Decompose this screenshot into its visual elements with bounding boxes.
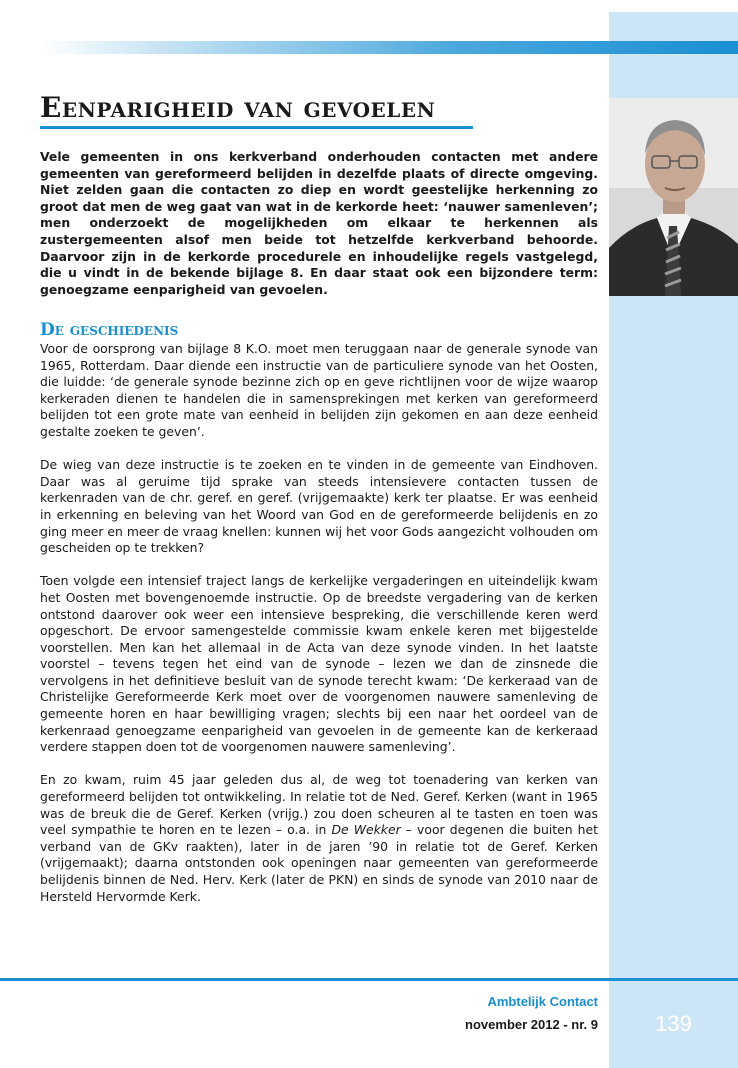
issue-info: november 2012 - nr. 9 xyxy=(465,1017,598,1032)
paragraph-1: Voor de oorsprong van bijlage 8 K.O. moet men teruggaan naar de generale synode van 1965, Rotterdam. Daar diende een instructie van de particuliere synode van het Oosten, die luidde: ‘de generale synode bezinne zich op en geve richtlijnen voor de wijze waarop kerkeraden dienen te handelen die in samensprekingen met kerken van gereformeerd belijden tot een grote mate van eenheid in belijden zijn gekomen en aan deze eenheid gestalte zoeken te geven’. xyxy=(40,341,598,439)
title-underline xyxy=(40,126,473,129)
article-body xyxy=(40,341,598,922)
article-lead: Vele gemeenten in ons kerkverband onderhouden contacten met andere gemeenten van gereformeerd belijden in dezelfde plaats of directe omgeving. Niet zelden gaan die contacten zo diep en wordt geestelijke herkenning zo groot dat men de weg gaat van wat in de kerkorde heet: ‘nauwer samenleven’; men onderzoekt de mogelijkheden om elkaar te herkennen als zustergemeenten alsof men beide tot hetzelfde kerkverband behoorde. Daarvoor zijn in de kerkorde procedurele en inhoudelijke regels vastgelegd, die u vindt in de bekende bijlage 8. En daar staat ook een bijzondere term: genoegzame eenparigheid van gevoelen. xyxy=(40,149,598,297)
author-portrait xyxy=(609,98,738,296)
footer-rule xyxy=(0,978,738,981)
header-gradient-band xyxy=(40,41,738,54)
section-heading: De geschiedenis xyxy=(40,320,179,340)
paragraph-2: De wieg van deze instructie is te zoeken en te vinden in de gemeente van Eindhoven. Daar was al geruime tijd sprake van steeds intensievere contacten tussen de kerkenraden van de chr. geref. en geref. (vrijgemaakte) kerk ter plaatse. Er was eenheid in erkenning en beleving van het Woord van God en de gereformeerde belijdenis en zo ging meer en meer de vraag knellen: kunnen wij het voor Gods aangezicht volhouden om gescheiden op te trekken? xyxy=(40,457,598,556)
article-title: Eenparigheid van gevoelen xyxy=(40,91,436,124)
publication-name: De Wekker xyxy=(331,822,401,838)
magazine-name: Ambtelijk Contact xyxy=(487,994,598,1009)
page-number: 139 xyxy=(655,1011,692,1036)
paragraph-4-part-2: – voor degenen die buiten het verband van de GKv raakten), later in de jaren ’90 in relatie tot de Geref. Kerken (vrijgemaakt); daarna ontstonden ook openingen naar gemeenten van gereformeerde belijdenis binnen de Ned. Herv. Kerk (later de PKN) en sinds de synode van 2010 naar de Hersteld Hervormde Kerk. xyxy=(40,822,599,904)
paragraph-3: Toen volgde een intensief traject langs de kerkelijke vergaderingen en uiteindelijk kwam het Oosten met bovengenoemde instructie. Op de breedste vergadering van de kerken ontstond daarover ook weer een intensieve bespreking, die verschillende keren werd opgeschort. De ervoor samengestelde commissie kwam enkele keren met bijgestelde voorstellen. Men kan het allemaal in de Acta van deze synode vinden. In het laatste voorstel – tevens tegen het eind van de synode – lezen we dan de zinsnede die vervolgens in het definitieve besluit van de synode terecht kwam: ‘De kerkeraad van de Christelijke Gereformeerde Kerk moet over de voorgenomen nauwere samenleving de gemeente horen en haar bewilliging vragen; slechts bij een naar het oordeel van de kerkenraad genoegzame eenparigheid van gevoelen in de gemeente kan de kerkeraad verdere stappen doen tot de voorgenomen nauwere samenleving’. xyxy=(40,573,598,755)
paragraph-4-part-1: En zo kwam, ruim 45 jaar geleden dus al, de weg tot toenadering van kerken van gereformeerd belijden tot ontwikkeling. In relatie tot de Ned. Geref. Kerken (want in 1965 was de breuk die de Geref. Kerken (vrijg.) zou doen scheuren al te tasten en toen was veel sympathie te horen en te lezen – o.a. in xyxy=(40,772,598,838)
paragraph-4 xyxy=(40,772,598,905)
